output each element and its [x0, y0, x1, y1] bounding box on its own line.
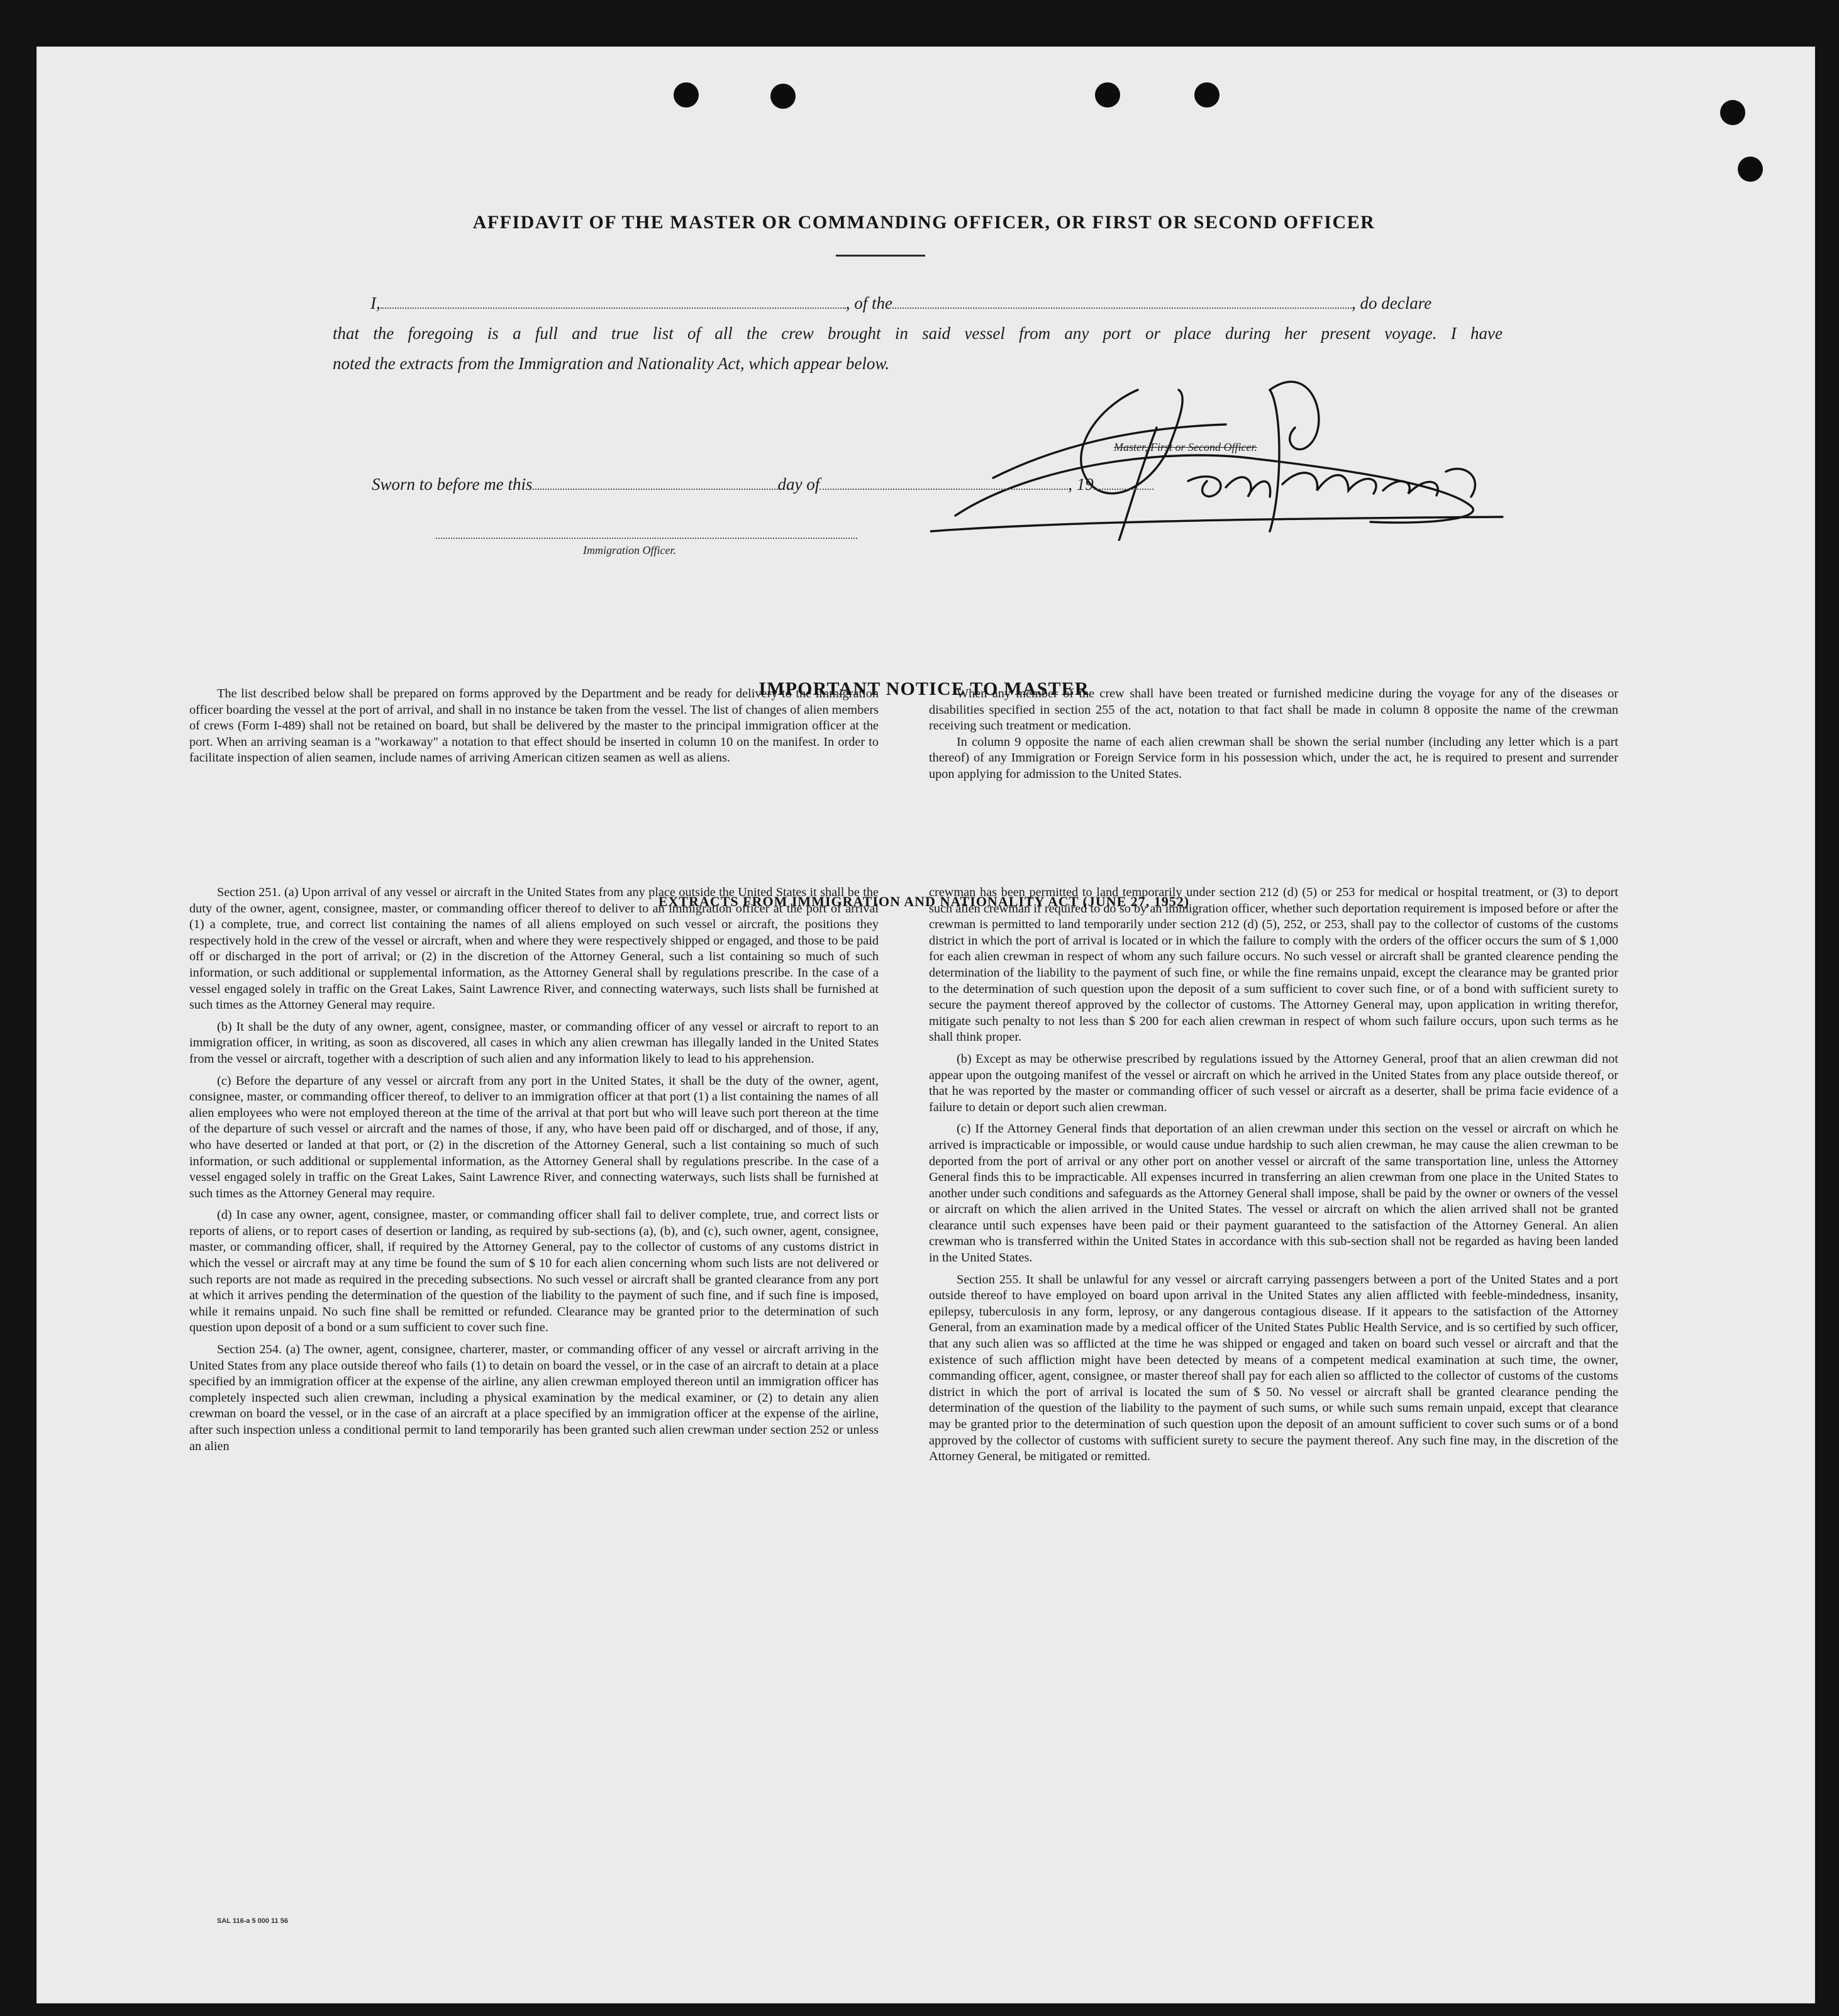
declaration-line-2: that the foregoing is a full and true list of all the crew brought in said vessel from any port or place during her present voyage. I have — [333, 324, 1503, 343]
section-paragraph: (b) Except as may be otherwise prescribed by regulations issued by the Attorney General, proof that an alien crewman did not appear upon the outgoing manifest of the vessel or aircraft on which he arrived in the United States from any place outside thereof, or that he was reported by the master or commanding officer of such vessel or aircraft as a deserter, shall be prima facie evidence of a failure to detain or deport such alien crewman. — [929, 1051, 1618, 1114]
notice-right-paragraph: In column 9 opposite the name of each alien crewman shall be shown the serial number (including any letter which is a part thereof) of any Immigration or Foreign Service form in his possession which, under the act, he is required to present and surrender upon applying for admission to the United States. — [929, 734, 1618, 781]
punch-hole — [1194, 82, 1220, 108]
extracts-left-column — [189, 885, 879, 1460]
signature-caption: Master, First or Second Officer. — [1114, 441, 1257, 453]
month-blank — [819, 489, 1068, 490]
section-paragraph: crewman has been permitted to land temporarily under section 212 (d) (5) or 253 for medical or hospital treatment, or (3) to deport such alien crewman if required to do so by an immigration officer, whether such deportation requirement is imposed before or after the crewman is permitted to land temporarily under section 212 (d) (5), 252, or 253, shall pay to the collector of customs of the customs district in which the port of arrival is located or in which the failure to comply with the orders of the officer occurs the sum of $ 1,000 for each alien crewman in respect of whom any such failure occurs. No such vessel or aircraft shall be granted clearence pending the determination of the liability to the payment of such fine, or while the fine remains unpaid, except the clearance may be granted prior to the determination of such question upon the deposit of a sum sufficient to cover such fine, or of a bond with sufficient surety to secure the payment thereof approved by the collector of customs. The Attorney General may, upon application in writing therefor, mitigate such penalty to not less than $ 200 for each alien crewman in respect of whom such failure occurs, upon such terms as he shall think proper. — [929, 885, 1618, 1044]
punch-hole — [674, 82, 699, 108]
vessel-blank — [892, 307, 1352, 309]
section-paragraph: (b) It shall be the duty of any owner, agent, consignee, master, or commanding officer of any vessel or aircraft to report to an immigration officer, in writing, as soon as discovered, all cases in which any alien crewman has illegally landed in the United States from the vessel or aircraft, together with a description of such alien and any information likely to lead to his apprehension. — [189, 1019, 879, 1066]
officer-caption: Immigration Officer. — [583, 544, 676, 557]
declaration-line-3: noted the extracts from the Immigration and Nationality Act, which appear below. — [333, 354, 890, 373]
extracts-right-column — [929, 885, 1618, 1471]
section-paragraph: (c) If the Attorney General finds that deportation of an alien crewman under this section on the vessel or aircraft on which he arrived is impracticable or impossible, or would cause undue hardship to such alien crewman, he may cause the alien crewman to be deported from the port of arrival or any other port on another vessel or aircraft of the same transportation line, unless the Attorney General finds this to be impracticable. All expenses incurred in transferring an alien crewman from one place in the United States to another under such conditions and safeguards as the Attorney General shall impose, shall be paid by the owner or owners of the vessel or aircraft on which the alien arrived in the United States. The vessel or aircraft on which the alien arrived shall not be granted clearance until such expenses have been paid or their payment guaranteed to the satisfaction of the Attorney General. An alien crewman who is transferred within the United States in accordance with this sub-section shall not be regarded as having been landed in the United States. — [929, 1122, 1618, 1265]
title-divider — [836, 255, 925, 257]
notice-left-paragraph: The list described below shall be prepared on forms approved by the Department and be ready for delivery to the immigration officer boarding the vessel at the port of arrival, and shall in no instance be taken from the vessel. The list of changes of alien members of crews (Form I-489) shall not be retained on board, but shall be delivered by the master to the principal immigration officer at the port. When an arriving seaman is a "workaway" a notation to that effect should be inserted in column 10 on the manifest. In order to facilitate inspection of alien seamen, include names of arriving American citizen seamen as well as aliens. — [189, 687, 879, 765]
extracts-title: EXTRACTS FROM IMMIGRATION AND NATIONALITY ACT (JUNE 27, 1952) — [658, 894, 1190, 909]
section-paragraph: Section 251. (a) Upon arrival of any vessel or aircraft in the United States from any place outside the United States it shall be the duty of the owner, agent, consignee, master, or commanding officer thereof to deliver to an immigration officer at the port of arrival (1) a complete, true, and correct list containing the names of all aliens employed on such vessel or aircraft, the positions they respectively hold in the crew of the vessel or aircraft, when and where they were respectively shipped or engaged, and those to be paid off or discharged in the port of arrival; or (2) in the discretion of the Attorney General, such a list containing so much of such information, or such additional or supplemental information, as the Attorney General shall by regulations prescribe. In the case of a vessel engaged solely in traffic on the Great Lakes, Saint Lawrence River, and connecting waterways, such lists shall be furnished at such times as the Attorney General may require. — [189, 885, 879, 1012]
punch-hole — [1095, 82, 1120, 108]
notice-right-paragraph: When any member of the crew shall have been treated or furnished medicine during the voyage for any of the diseases or disabilities specified in section 255 of the act, notation to that fact shall be made in column 8 opposite the name of the crewman receiving such treatment or medication. — [929, 687, 1618, 733]
form-code: SAL 116-a 5 000 11 56 — [217, 1917, 288, 1925]
day-blank — [533, 489, 778, 490]
sworn-line — [372, 475, 1227, 494]
declaration-line-1 — [370, 294, 1503, 313]
punch-hole — [1738, 157, 1763, 182]
declaration-do-declare: , do declare — [1352, 294, 1432, 313]
section-paragraph: Section 255. It shall be unlawful for any vessel or aircraft carrying passengers between a port of the United States and a port outside thereof to have employed on board upon arrival in the United States any alien afflicted with feeble-mindedness, insanity, epilepsy, tuberculosis in any form, leprosy, or any dangerous contagious disease. If it appears to the satisfaction of the Attorney General, from an examination made by a medical officer of the United States Public Health Service, and is so certified by such officer, that any such alien was so afflicted at the time he was shipped or engaged and taken on board such vessel or aircraft and that the existence of such affliction might have been detected by means of a competent medical examination at such time, the owner, commanding officer, agent, consignee, or master thereof shall pay for each alien so afflicted to the collector of customs of the customs district in which the port of arrival is located the sum of $ 50. No vessel or aircraft shall be granted clearance pending the determination of the question of the liability to the payment of such sums, or while such sums remain unpaid, except that clearance may be granted prior to the determination of such question upon the deposit of an amount sufficient to cover such sums or of a bond approved by the collector of customs with sufficient surety to secure the payment thereof. Any such fine may, in the discretion of the Attorney General, be mitigated or remitted. — [929, 1272, 1618, 1464]
notice-title: IMPORTANT NOTICE TO MASTER — [758, 678, 1089, 699]
sworn-text: Sworn to before me this — [372, 475, 533, 494]
year-prefix: , 19 — [1068, 475, 1094, 494]
punch-hole — [770, 84, 796, 109]
name-blank — [381, 307, 846, 309]
punch-hole — [1720, 100, 1745, 125]
notice-left-column — [189, 686, 879, 772]
declaration-of-the: , of the — [845, 294, 892, 313]
affidavit-title: AFFIDAVIT OF THE MASTER OR COMMANDING OFFICER, OR FIRST OR SECOND OFFICER — [472, 212, 1375, 233]
section-paragraph: Section 254. (a) The owner, agent, consignee, charterer, master, or commanding officer of any vessel or aircraft arriving in the United States from any place outside thereof who fails (1) to detain on board the vessel, or in the case of an aircraft to detain at a place specified by an immigration officer at the expense of the airline, any alien crewman employed thereon until an immigration officer has completely inspected such alien crewman, including a physical examination by the medical examiner, or (2) to detain any alien crewman on board the vessel, or in the case of an aircraft at a place specified by an immigration officer at the expense of the airline, after such inspection unless a conditional permit to land temporarily has been granted such alien crewman under section 252 or unless an alien — [189, 1343, 879, 1453]
document-page — [36, 47, 1815, 2003]
officer-signature-line — [436, 538, 857, 539]
section-paragraph: (c) Before the departure of any vessel or aircraft from any port in the United States, it shall be the duty of the owner, agent, consignee, master, or commanding officer thereof, to deliver to an immigration officer at that port (1) a list containing the names of all alien employees who were not employed thereon at the time of the arrival at that port but who will leave such port thereon at the time of the departure of such vessel or aircraft and the names of those, if any, who have been paid off or discharged, and of those, if any, who have deserted or landed at that port, or (2) in the discretion of the Attorney General, such a list containing so much of such information, or such additional or supplemental information, as the Attorney General shall by regulations prescribe. In the case of a vessel engaged solely in traffic on the Great Lakes, Saint Lawrence River, and connecting waterways, such lists shall be furnished at such times as the Attorney General may require. — [189, 1073, 879, 1200]
declaration-i: I, — [370, 294, 381, 313]
section-paragraph: (d) In case any owner, agent, consignee, master, or commanding officer shall fail to deliver complete, true, and correct lists or reports of aliens, or to report cases of desertion or landing, as required by sub-sections (a), (b), and (c), such owner, agent, consignee, master, or commanding officer, shall, if required by the Attorney General, pay to the collector of customs of any customs district in which the vessel or aircraft may at any time be found the sum of $ 10 for each alien concerning whom such lists are not delivered or such reports are not made as required in the preceding subsections. No such vessel or aircraft shall be granted clearance from any port at which it arrives pending the determination of the question of the liability to the payment of such fine, and if such fine is imposed, while it remains unpaid. No such fine shall be remitted or refunded. Clearance may be granted prior to the determination of such question upon deposit of a bond or a sum sufficient to cover such fine. — [189, 1208, 879, 1335]
year-blank — [1094, 489, 1153, 490]
notice-right-column — [929, 686, 1618, 789]
day-of-text: day of — [777, 475, 820, 494]
